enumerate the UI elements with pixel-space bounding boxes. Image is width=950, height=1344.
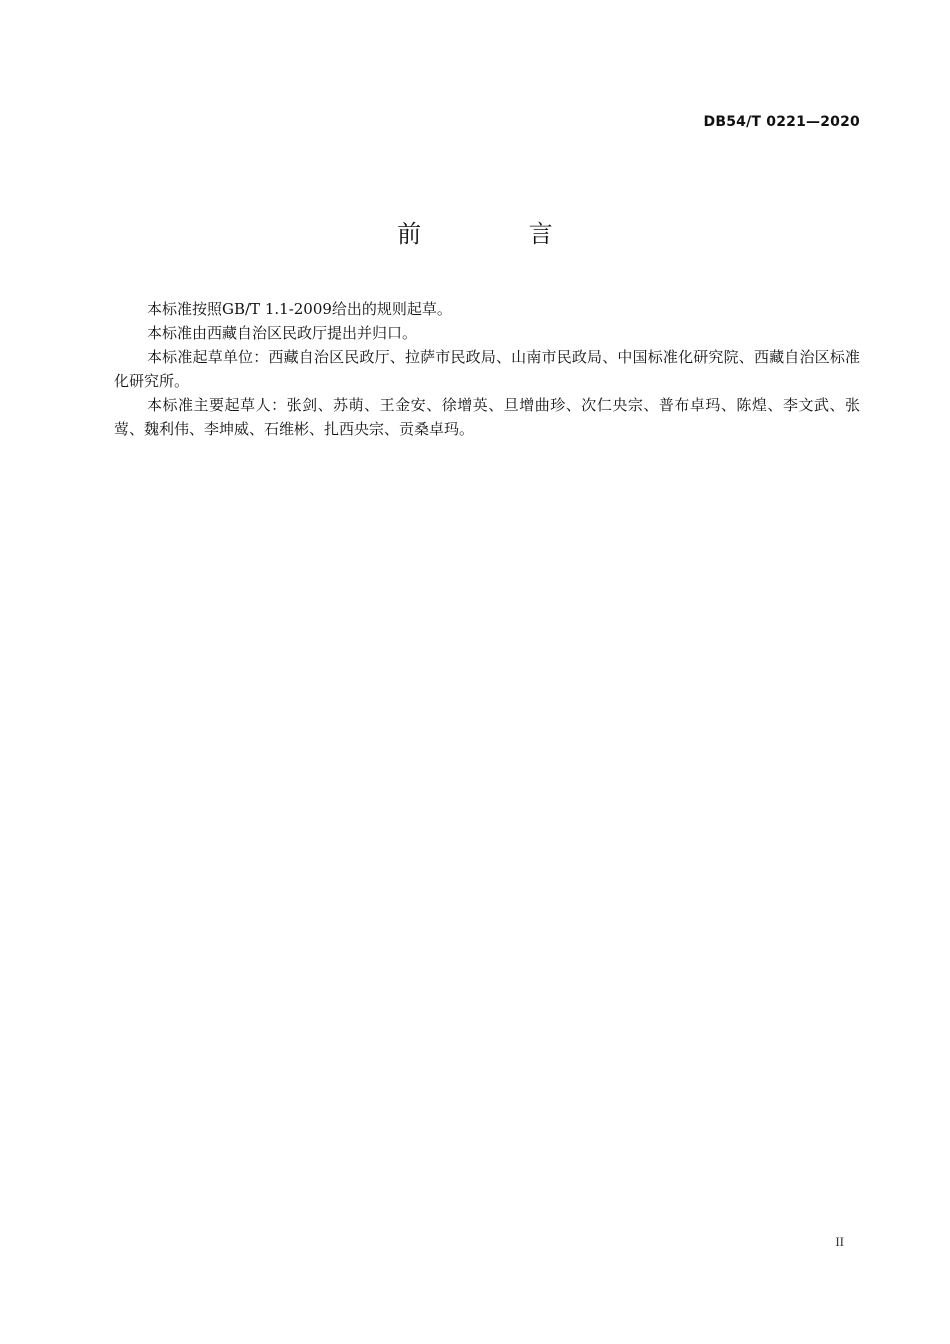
- paragraph-drafting-units: 本标准起草单位：西藏自治区民政厅、拉萨市民政局、山南市民政局、中国标准化研究院、西藏自治区标准化研究所。: [114, 348, 860, 390]
- paragraph-drafters: 本标准主要起草人：张剑、苏萌、王金安、徐增英、旦增曲珍、次仁央宗、普布卓玛、陈煌、李文武、张莺、魏利伟、李坤威、石维彬、扎西央宗、贡桑卓玛。: [114, 396, 860, 438]
- page-title: 前 言: [397, 220, 603, 248]
- paragraph-drafting-rules: 本标准按照GB/T 1.1-2009给出的规则起草。: [147, 300, 452, 318]
- page-number: II: [835, 1234, 844, 1249]
- standard-code: DB54/T 0221—2020: [703, 114, 860, 130]
- paragraph-proposer: 本标准由西藏自治区民政厅提出并归口。: [147, 324, 418, 342]
- foreword-body: [114, 297, 860, 441]
